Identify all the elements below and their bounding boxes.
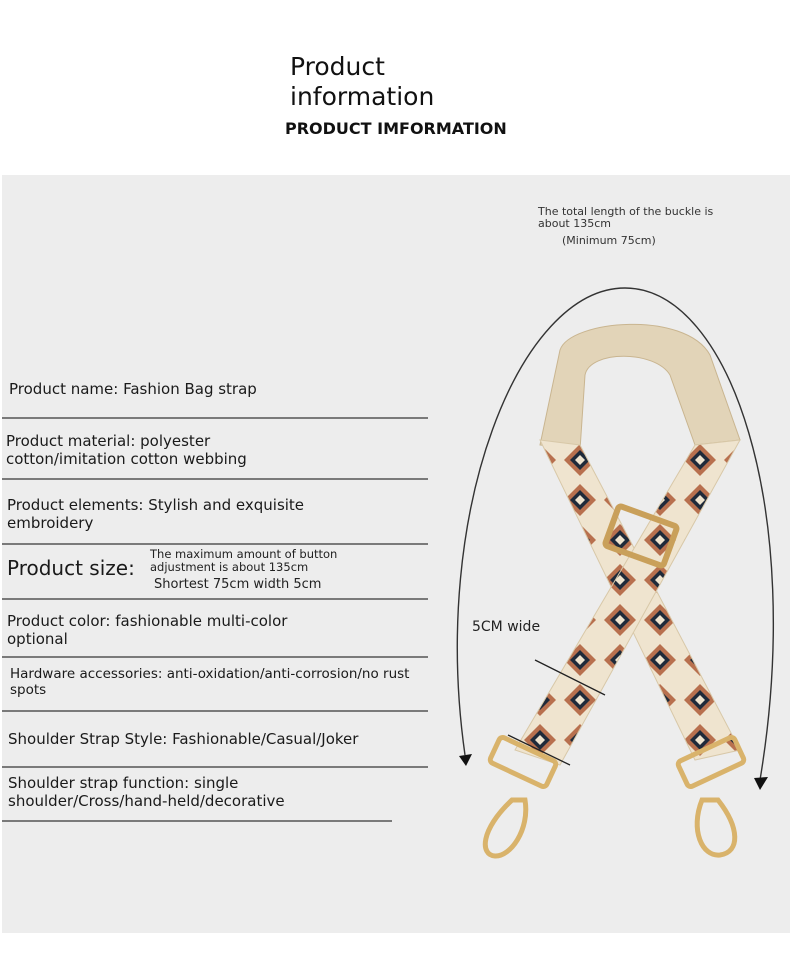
spec-strap-style: Shoulder Strap Style: Fashionable/Casual/Joker — [8, 730, 359, 748]
minimum-note: (Minimum 75cm) — [562, 234, 656, 247]
title-line-1: Product — [290, 52, 385, 81]
spec-product-size-detail — [150, 548, 350, 591]
bag-strap-illustration — [440, 280, 790, 870]
width-label: 5CM wide — [472, 619, 541, 635]
divider — [2, 766, 428, 768]
size-detail-line-2: Shortest 75cm width 5cm — [154, 577, 322, 592]
size-detail-line-1: The maximum amount of button adjustment is about 135cm — [150, 547, 338, 574]
spec-product-elements: Product elements: Stylish and exquisite embroidery — [7, 496, 305, 532]
arrow-left-icon — [459, 754, 472, 766]
divider — [2, 478, 428, 480]
page-title — [290, 52, 500, 112]
divider — [2, 656, 428, 658]
hook-left-icon — [485, 800, 525, 856]
divider — [2, 820, 392, 822]
hook-right-icon — [697, 800, 735, 855]
spec-product-material: Product material: polyester cotton/imitation cotton webbing — [6, 432, 247, 468]
spec-product-size-label: Product size: — [7, 556, 135, 580]
divider — [2, 417, 428, 419]
spec-hardware: Hardware accessories: anti-oxidation/anti-corrosion/no rust spots — [10, 666, 410, 698]
spec-product-color: Product color: fashionable multi-color optional — [7, 612, 288, 648]
arrow-right-icon — [754, 777, 768, 790]
panel-bottom-margin — [0, 933, 790, 958]
divider — [2, 598, 428, 600]
strap-loop — [540, 324, 740, 450]
header — [0, 0, 790, 175]
divider — [2, 543, 428, 545]
length-note: The total length of the buckle is about 135cm — [538, 205, 714, 230]
page-subtitle: PRODUCT IMFORMATION — [285, 119, 507, 138]
title-line-2: information — [290, 82, 435, 111]
spec-product-name: Product name: Fashion Bag strap — [9, 380, 257, 398]
divider — [2, 710, 428, 712]
spec-strap-function: Shoulder strap function: single shoulder/Cross/hand-held/decorative — [8, 774, 285, 810]
